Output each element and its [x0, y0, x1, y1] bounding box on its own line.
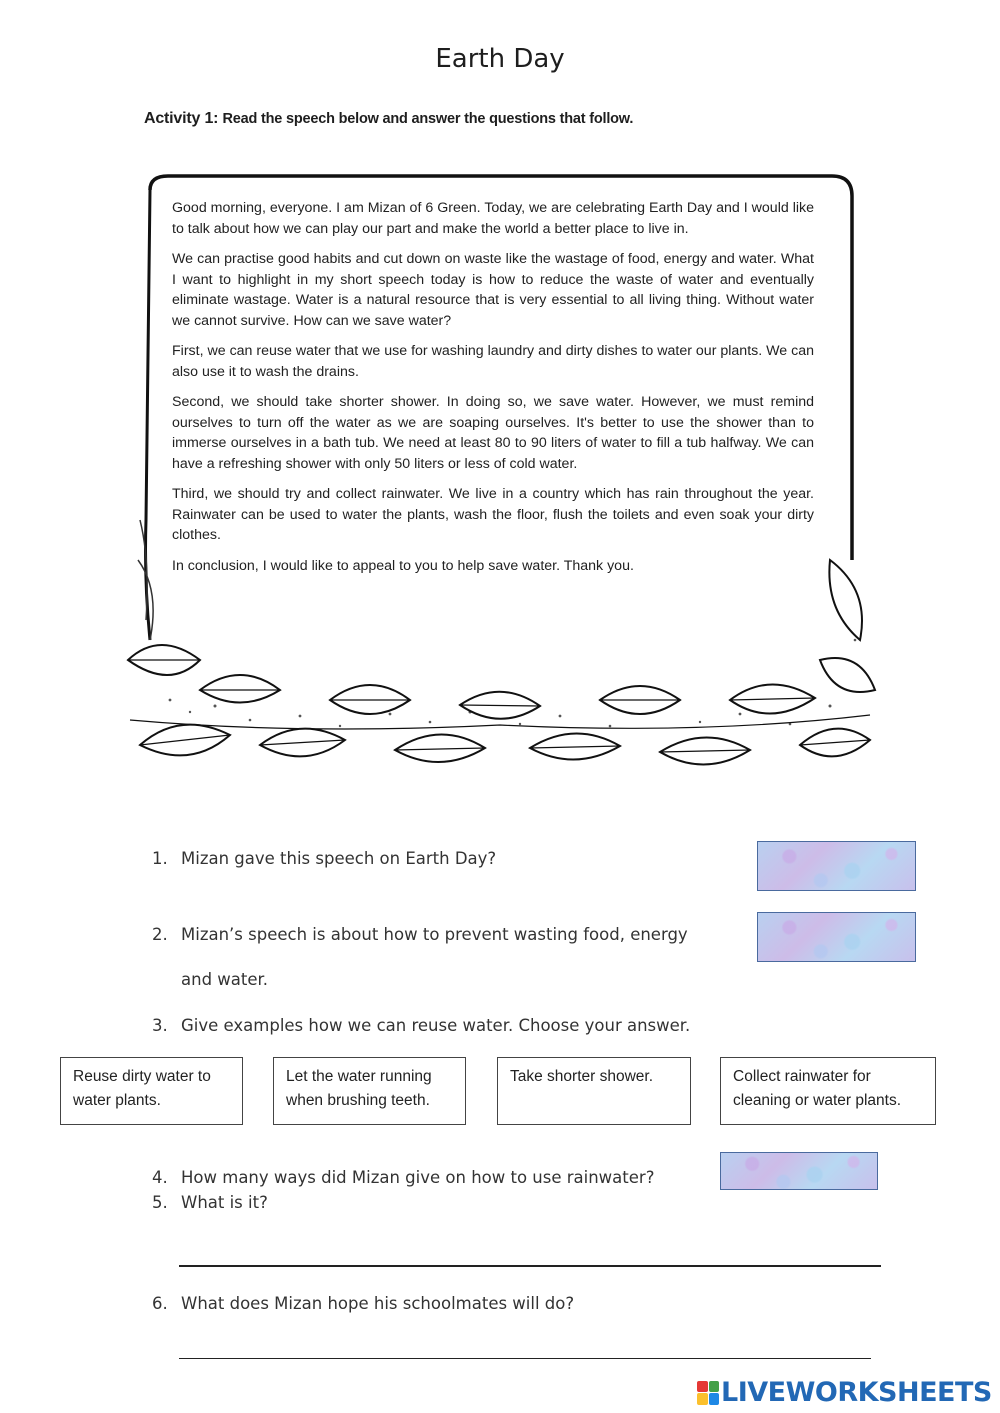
question-2-continued: and water.	[181, 970, 269, 989]
speech-text	[172, 198, 814, 586]
question-text: Give examples how we can reuse water. Choose your answer.	[181, 1016, 691, 1035]
activity-text: Read the speech below and answer the questions that follow.	[222, 111, 634, 127]
choice-option-3[interactable]: Take shorter shower.	[497, 1057, 691, 1125]
speech-paragraph: Good morning, everyone. I am Mizan of 6 Green. Today, we are celebrating Earth Day and I would like to talk about how we can play our part and make the world a better place to live in.	[172, 200, 814, 237]
question-number: 4.	[152, 1168, 168, 1187]
question-number: 1.	[152, 849, 168, 868]
speech-paragraph: First, we can reuse water that we use for washing laundry and dirty dishes to water our plants. We can also use it to wash the drains.	[172, 343, 814, 380]
question-number: 6.	[152, 1294, 168, 1313]
question-5	[152, 1193, 268, 1212]
answer-box-q2[interactable]	[757, 912, 916, 962]
question-text: What does Mizan hope his schoolmates will do?	[181, 1294, 575, 1313]
question-text: Mizan gave this speech on Earth Day?	[181, 849, 497, 868]
question-text: What is it?	[181, 1193, 268, 1212]
liveworksheets-logo	[697, 1377, 992, 1408]
question-3	[152, 1016, 690, 1035]
question-2	[152, 925, 688, 944]
logo-text: LIVEWORKSHEETS	[721, 1377, 992, 1408]
question-number: 2.	[152, 925, 168, 944]
speech-paragraph: In conclusion, I would like to appeal to you to help save water. Thank you.	[172, 557, 634, 574]
question-text: Mizan’s speech is about how to prevent wasting food, energy	[181, 925, 688, 944]
answer-box-q1[interactable]	[757, 841, 916, 891]
speech-paragraph: Second, we should take shorter shower. In doing so, we save water. However, we must remind ourselves to turn off the water as we are soaping ourselves. It's better to use the shower than to immerse ourselves in a bath tub. We need at least 80 to 90 liters of water to fill a tub halfway. We can have a refreshing shower with only 50 liters or less of cold water.	[172, 394, 814, 472]
question-number: 3.	[152, 1016, 168, 1035]
question-4	[152, 1168, 654, 1187]
activity-label: Activity 1:	[144, 110, 219, 127]
question-6	[152, 1294, 574, 1313]
page-title: Earth Day	[435, 44, 565, 74]
answer-box-q4[interactable]	[720, 1152, 878, 1190]
question-text: How many ways did Mizan give on how to use rainwater?	[181, 1168, 655, 1187]
question-1	[152, 849, 496, 868]
choice-option-2[interactable]: Let the water running when brushing teeth.	[273, 1057, 466, 1125]
question-number: 5.	[152, 1193, 168, 1212]
choice-option-1[interactable]: Reuse dirty water to water plants.	[60, 1057, 243, 1125]
answer-line-q5[interactable]	[179, 1265, 881, 1267]
answer-line-q6[interactable]	[179, 1358, 871, 1359]
logo-mark-icon	[697, 1381, 719, 1405]
speech-paragraph: Third, we should try and collect rainwater. We live in a country which has rain throughout the year. Rainwater can be used to water the plants, wash the floor, flush the toilets and even soak your dirty clothes.	[172, 486, 814, 543]
speech-paragraph: We can practise good habits and cut down on waste like the wastage of food, energy and water. What I want to highlight in my short speech today is how to reduce the waste of water and eventually eliminate wastage. Water is a natural resource that is very essential to all living thing. Without water we cannot survive. How can we save water?	[172, 251, 814, 329]
choice-option-4[interactable]: Collect rainwater for cleaning or water plants.	[720, 1057, 936, 1125]
